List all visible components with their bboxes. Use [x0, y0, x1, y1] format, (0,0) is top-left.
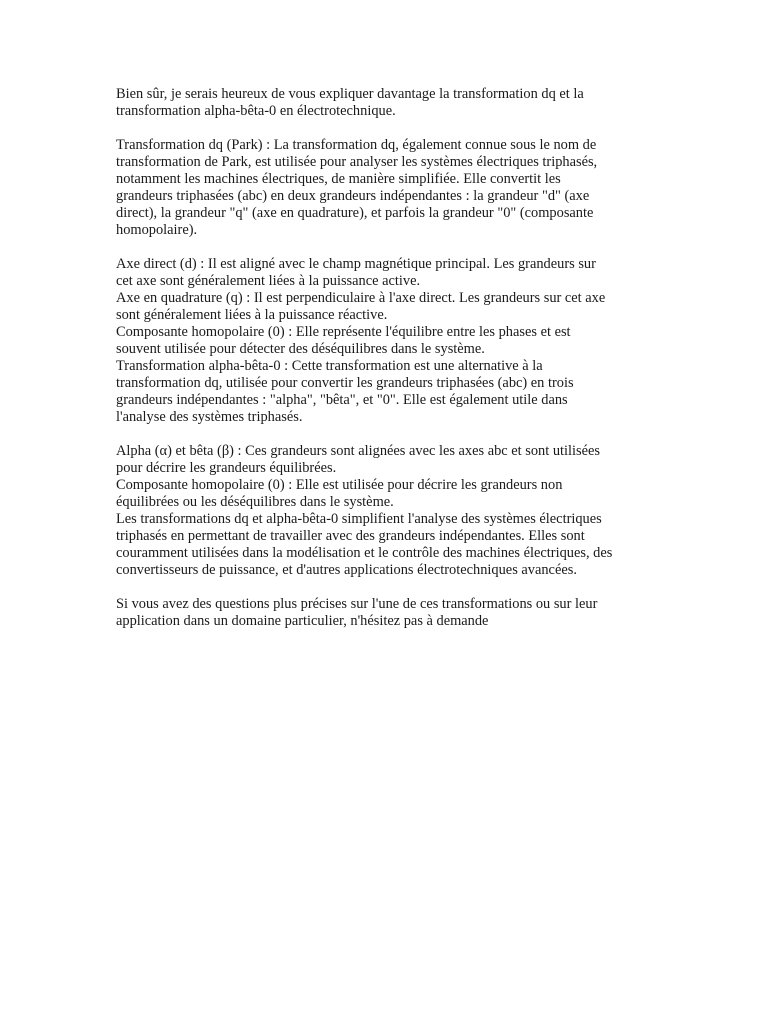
text-line: notamment les machines électriques, de manière simplifiée. Elle convertit les	[116, 171, 561, 187]
text-line: Axe en quadrature (q) : Il est perpendiculaire à l'axe direct. Les grandeurs sur cet axe	[116, 290, 606, 306]
text-line: direct), la grandeur "q" (axe en quadrature), et parfois la grandeur "0" (composante	[116, 205, 594, 221]
text-line: convertisseurs de puissance, et d'autres applications électrotechniques avancées.	[116, 562, 577, 578]
intro-paragraph	[116, 86, 656, 120]
text-line: transformation de Park, est utilisée pour analyser les systèmes électriques triphasés,	[116, 154, 598, 170]
text-line: Transformation alpha-bêta-0 : Cette transformation est une alternative à la	[116, 358, 543, 374]
closing-paragraph	[116, 596, 656, 630]
text-line: souvent utilisée pour détecter des déséquilibres dans le système.	[116, 341, 485, 357]
text-line: sont généralement liées à la puissance réactive.	[116, 307, 388, 323]
axes-paragraph	[116, 256, 656, 426]
text-line: triphasés en permettant de travailler avec des grandeurs indépendantes. Elles sont	[116, 528, 585, 544]
text-line: grandeurs indépendantes : "alpha", "bêta", et "0". Elle est également utile dans	[116, 392, 568, 408]
text-line: Composante homopolaire (0) : Elle est utilisée pour décrire les grandeurs non	[116, 477, 563, 493]
text-line: Si vous avez des questions plus précises sur l'une de ces transformations ou sur leur	[116, 596, 598, 612]
text-line: Axe direct (d) : Il est aligné avec le champ magnétique principal. Les grandeurs sur	[116, 256, 596, 272]
text-line: application dans un domaine particulier, n'hésitez pas à demande	[116, 613, 489, 629]
text-line: Bien sûr, je serais heureux de vous expliquer davantage la transformation dq et la	[116, 86, 584, 102]
text-line: transformation alpha-bêta-0 en électrotechnique.	[116, 103, 396, 119]
text-line: couramment utilisées dans la modélisation et le contrôle des machines électriques, des	[116, 545, 613, 561]
text-line: Composante homopolaire (0) : Elle représente l'équilibre entre les phases et est	[116, 324, 571, 340]
text-line: homopolaire).	[116, 222, 198, 238]
park-transform-paragraph	[116, 137, 656, 239]
text-line: cet axe sont généralement liées à la puissance active.	[116, 273, 421, 289]
text-line: transformation dq, utilisée pour convertir les grandeurs triphasées (abc) en trois	[116, 375, 574, 391]
text-line: l'analyse des systèmes triphasés.	[116, 409, 303, 425]
alpha-beta-paragraph	[116, 443, 656, 579]
text-line: pour décrire les grandeurs équilibrées.	[116, 460, 337, 476]
text-line: grandeurs triphasées (abc) en deux grandeurs indépendantes : la grandeur "d" (axe	[116, 188, 590, 204]
text-line: équilibrées ou les déséquilibres dans le système.	[116, 494, 394, 510]
document-body	[116, 86, 656, 647]
text-line: Les transformations dq et alpha-bêta-0 simplifient l'analyse des systèmes électriques	[116, 511, 602, 527]
text-line: Alpha (α) et bêta (β) : Ces grandeurs sont alignées avec les axes abc et sont utilisées	[116, 443, 600, 459]
text-line: Transformation dq (Park) : La transformation dq, également connue sous le nom de	[116, 137, 597, 153]
